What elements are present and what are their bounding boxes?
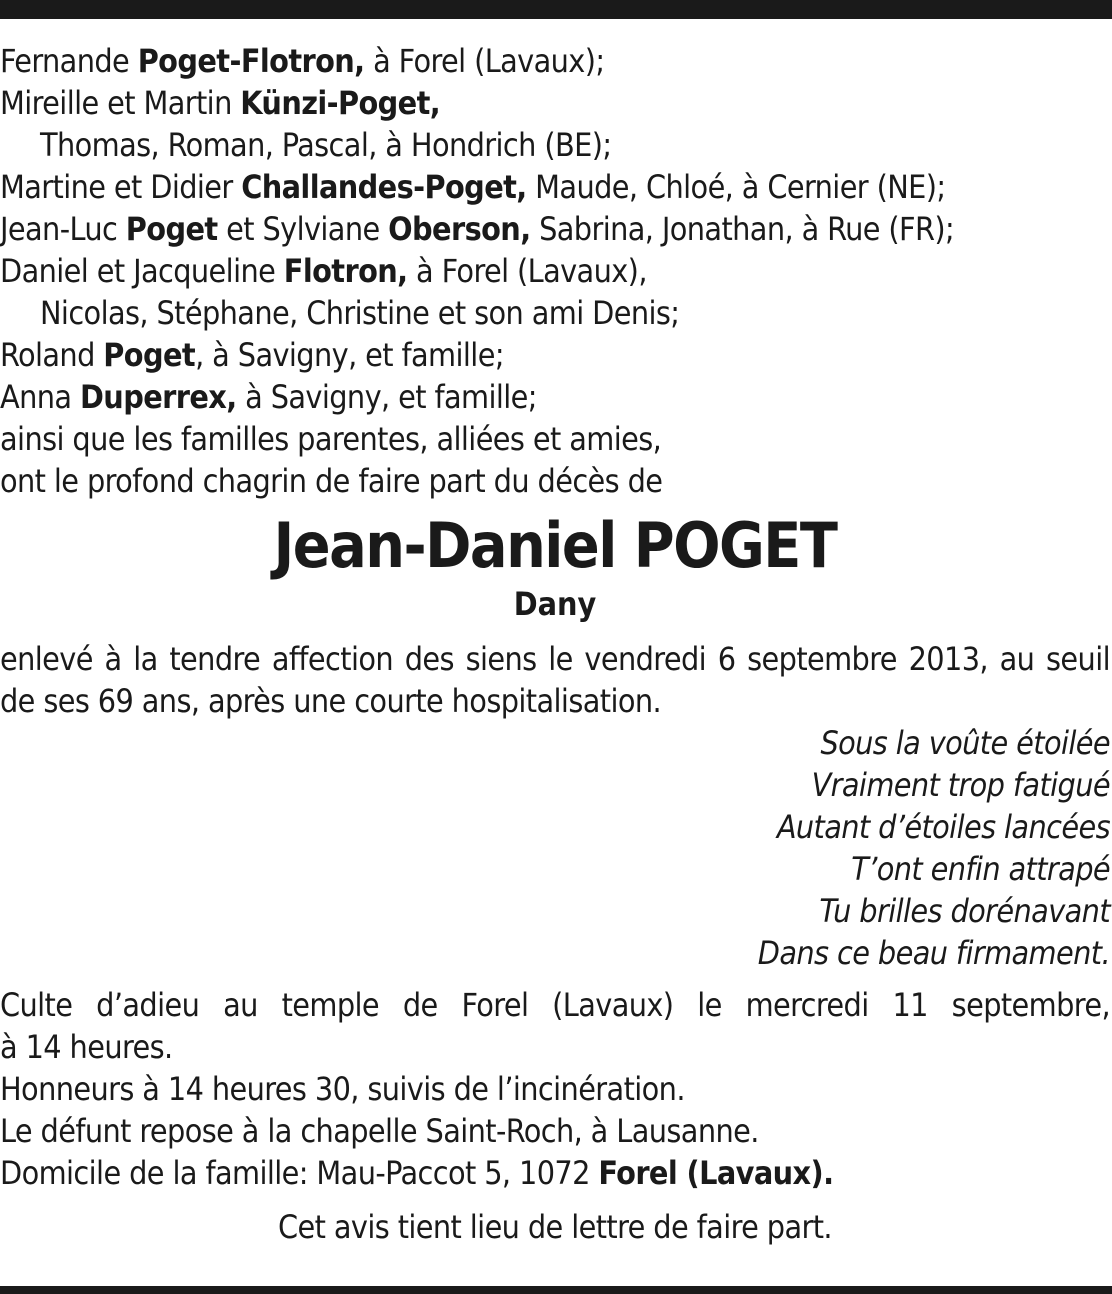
family-line: Thomas, Roman, Pascal, à Hondrich (BE); <box>40 126 612 164</box>
family-line: Nicolas, Stéphane, Christine et son ami Denis; <box>40 294 680 332</box>
footer-note: Cet avis tient lieu de lettre de faire part. <box>278 1208 832 1246</box>
family-line: Anna Duperrex, à Savigny, et famille; <box>0 378 537 416</box>
poem-line: Sous la voûte étoilée <box>820 724 1110 762</box>
top-rule <box>0 0 1112 19</box>
poem-line: Vraiment trop fatigué <box>811 766 1110 804</box>
family-line: Fernande Poget-Flotron, à Forel (Lavaux); <box>0 42 605 80</box>
ceremony-line: à 14 heures. <box>0 1028 173 1066</box>
family-list <box>0 40 1110 502</box>
ceremony-line: Culte d’adieu au temple de Forel (Lavaux) le mercredi 11 septembre, <box>0 986 1110 1024</box>
poem <box>0 722 1110 974</box>
family-line: Mireille et Martin Künzi-Poget, <box>0 84 441 122</box>
poem-line: Autant d’étoiles lancées <box>776 808 1110 846</box>
poem-line: Tu brilles dorénavant <box>819 892 1110 930</box>
family-line: ont le profond chagrin de faire part du décès de <box>0 462 663 500</box>
deceased-nickname: Dany <box>513 585 597 623</box>
poem-line: Dans ce beau firmament. <box>757 934 1110 972</box>
deceased-name: Jean-Daniel POGET <box>273 509 837 582</box>
family-line: Roland Poget, à Savigny, et famille; <box>0 336 504 374</box>
death-notice <box>0 40 1110 1248</box>
family-line: Martine et Didier Challandes-Poget, Maude, Chloé, à Cernier (NE); <box>0 168 946 206</box>
ceremony-details <box>0 984 1110 1194</box>
ceremony-line: Honneurs à 14 heures 30, suivis de l’incinération. <box>0 1070 685 1108</box>
ceremony-line: Le défunt repose à la chapelle Saint-Roch, à Lausanne. <box>0 1112 759 1150</box>
family-line: ainsi que les familles parentes, alliées et amies, <box>0 420 662 458</box>
announcement-text: enlevé à la tendre affection des siens le vendredi 6 septembre 2013, au seuil de ses 69 ans, après une courte hospitalisation. <box>0 640 1110 720</box>
family-line: Jean-Luc Poget et Sylviane Oberson, Sabrina, Jonathan, à Rue (FR); <box>0 210 955 248</box>
poem-line: T’ont enfin attrapé <box>851 850 1110 888</box>
ceremony-line: Domicile de la famille: Mau-Paccot 5, 1072 Forel (Lavaux). <box>0 1154 834 1192</box>
family-line: Daniel et Jacqueline Flotron, à Forel (Lavaux), <box>0 252 647 290</box>
bottom-rule <box>0 1286 1112 1294</box>
